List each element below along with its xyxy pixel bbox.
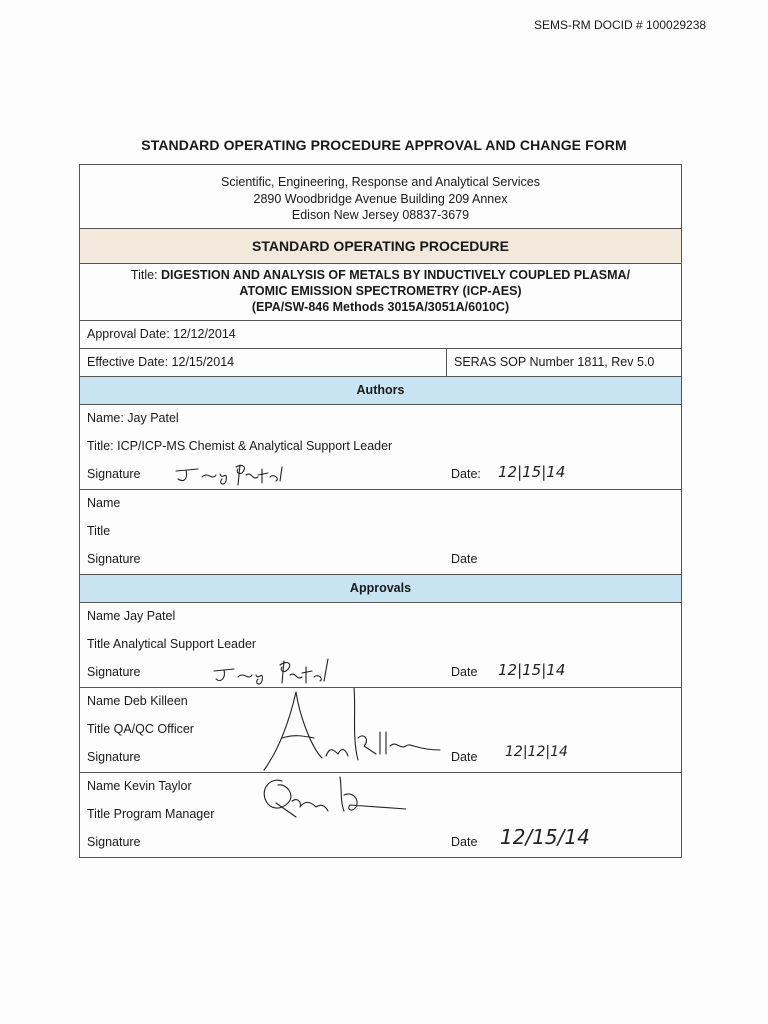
author-name: Name xyxy=(87,496,121,510)
handwritten-date: 12|12|14 xyxy=(505,744,568,760)
form-title: STANDARD OPERATING PROCEDURE APPROVAL AND CHANGE FORM xyxy=(141,137,627,153)
handwritten-date: 12/15/14 xyxy=(500,825,590,849)
signature-image xyxy=(210,657,350,687)
approver-title: Title QA/QC Officer xyxy=(87,722,194,736)
org-address-line1: 2890 Woodbridge Avenue Building 209 Annex xyxy=(253,191,508,206)
approval-entry-1 xyxy=(80,603,681,688)
sop-title-line2: ATOMIC EMISSION SPECTROMETRY (ICP-AES) xyxy=(239,284,522,298)
effective-date-row xyxy=(80,349,681,377)
approver-name: Name Kevin Taylor xyxy=(87,779,192,793)
organization-block xyxy=(80,165,681,229)
approver-name: Name Deb Killeen xyxy=(87,694,188,708)
sop-number: SERAS SOP Number 1811, Rev 5.0 xyxy=(454,355,655,369)
effective-date: Effective Date: 12/15/2014 xyxy=(80,349,447,376)
author-title: Title xyxy=(87,524,111,538)
author-entry-2 xyxy=(80,490,681,575)
sop-heading: STANDARD OPERATING PROCEDURE xyxy=(80,229,681,264)
date-label: Date: xyxy=(451,467,481,481)
approvals-heading: Approvals xyxy=(80,575,681,603)
signature-label: Signature xyxy=(87,835,141,849)
approver-title: Title Analytical Support Leader xyxy=(87,637,257,651)
approval-date-row: Approval Date: 12/12/2014 xyxy=(80,321,681,349)
date-label: Date xyxy=(451,665,478,679)
approval-form xyxy=(79,164,682,858)
signature-image xyxy=(260,688,450,780)
signature-label: Signature xyxy=(87,467,141,481)
org-address-line2: Edison New Jersey 08837-3679 xyxy=(291,208,470,222)
document-id: SEMS-RM DOCID # 100029238 xyxy=(534,18,707,32)
org-name: Scientific, Engineering, Response and Analytical Services xyxy=(221,175,540,189)
sop-title-line1: DIGESTION AND ANALYSIS OF METALS BY INDUCTIVELY COUPLED PLASMA/ xyxy=(161,268,631,282)
sop-title-line3: (EPA/SW-846 Methods 3015A/3051A/6010C) xyxy=(251,300,510,314)
signature-image xyxy=(256,773,406,823)
date-label: Date xyxy=(451,750,478,764)
approver-name: Name Jay Patel xyxy=(87,609,176,623)
approval-entry-3 xyxy=(80,773,681,857)
sop-title-label: Title: xyxy=(130,268,158,282)
approver-title: Title Program Manager xyxy=(87,807,215,821)
signature-image xyxy=(172,459,292,489)
handwritten-date: 12|15|14 xyxy=(498,661,566,679)
date-label: Date xyxy=(451,552,478,566)
approval-entry-2 xyxy=(80,688,681,773)
signature-label: Signature xyxy=(87,665,141,679)
handwritten-date: 12|15|14 xyxy=(498,463,566,481)
signature-label: Signature xyxy=(87,552,141,566)
signature-label: Signature xyxy=(87,750,141,764)
author-title: Title: ICP/ICP-MS Chemist & Analytical Support Leader xyxy=(87,439,393,453)
author-entry-1 xyxy=(80,405,681,490)
authors-heading: Authors xyxy=(80,377,681,405)
date-label: Date xyxy=(451,835,478,849)
author-name: Name: Jay Patel xyxy=(87,411,179,425)
sop-title-block xyxy=(80,264,681,321)
